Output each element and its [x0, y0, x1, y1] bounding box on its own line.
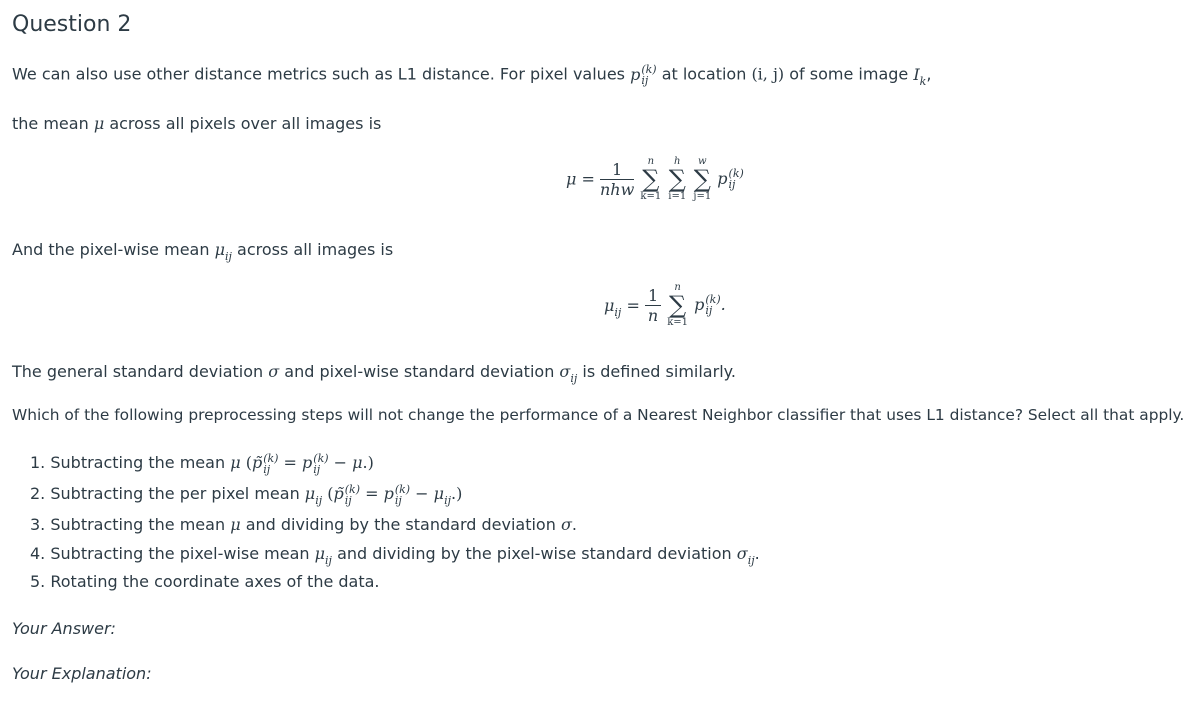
mean-fraction: $\frac{1}{\text{nhw}}$ [599, 159, 635, 199]
your-answer-label: Your Answer: [12, 619, 116, 638]
sum-i: h ∑ i=1 [668, 156, 687, 202]
mean-line: the mean μ across all pixels over all images is [12, 114, 382, 133]
std-line: The general standard deviation σ and pixel-wise standard deviation $\sigma_{ij}$ is defined similarly. [12, 362, 736, 385]
pixel-term: p (k) ij [717, 167, 744, 191]
your-explanation-label: Your Explanation: [12, 664, 152, 683]
option-3: 3. Subtracting the mean μ and dividing by the standard deviation σ. [30, 515, 577, 534]
sigma-symbol: σ [268, 362, 280, 381]
option-4: 4. Subtracting the pixel-wise mean $\mu_{ij}$ and dividing by the pixel-wise standard deviation $\sigma_{ij}$. [30, 544, 760, 567]
pixel-term-2: p (k) ij . [694, 293, 726, 317]
mu-symbol: μ [93, 114, 105, 133]
option-5: 5. Rotating the coordinate axes of the data. [30, 572, 380, 591]
intro-text-b: at location [661, 64, 747, 84]
mean-equation: μ = $\frac{1}{\text{nhw}}$ n ∑ k=1 h ∑ i=1 w ∑ j=1 p (k) ij [566, 156, 744, 202]
intro-text-d: , [926, 64, 932, 84]
pixelwise-fraction: $\frac{1}{n}$ [645, 286, 661, 325]
option-1: 1. Subtracting the mean μ (p̃ (k) ij = p (k) ij − μ.) [30, 451, 374, 476]
pixelwise-line: And the pixel-wise mean $\mu_{ij}$ across all images is [12, 240, 394, 263]
pixel-value-symbol: p (k) ij [630, 63, 657, 87]
sum-j: w ∑ j=1 [693, 156, 712, 202]
intro-text-c: of some image [789, 64, 909, 84]
intro-line [12, 64, 931, 86]
location-symbol: (i, j) [751, 64, 785, 84]
options-list [12, 450, 760, 597]
intro-text-a: We can also use other distance metrics such as L1 distance. For pixel values [12, 64, 625, 84]
sum-k: n ∑ k=1 [640, 156, 662, 202]
question-prompt: Which of the following preprocessing steps will not change the performance of a Nearest Neighbor classifier that uses L1 distance? Select all that apply. [12, 406, 1185, 424]
sum-k-pixelwise: n ∑ k=1 [667, 282, 689, 328]
question-title: Question 2 [12, 12, 132, 37]
image-symbol: $I_k$ [913, 64, 927, 88]
mu-ij-symbol: $\mu_{ij}$ [214, 240, 232, 263]
pixelwise-equation: $\mu_{ij}$ = $\frac{1}{n}$ n ∑ k=1 p (k) ij . [604, 282, 726, 328]
option-2: 2. Subtracting the per pixel mean $\mu_{ij}$ (p̃ (k) ij = p (k) ij − $\mu_{ij}$.) [30, 482, 463, 507]
sigma-ij-symbol: $\sigma_{ij}$ [559, 362, 578, 385]
